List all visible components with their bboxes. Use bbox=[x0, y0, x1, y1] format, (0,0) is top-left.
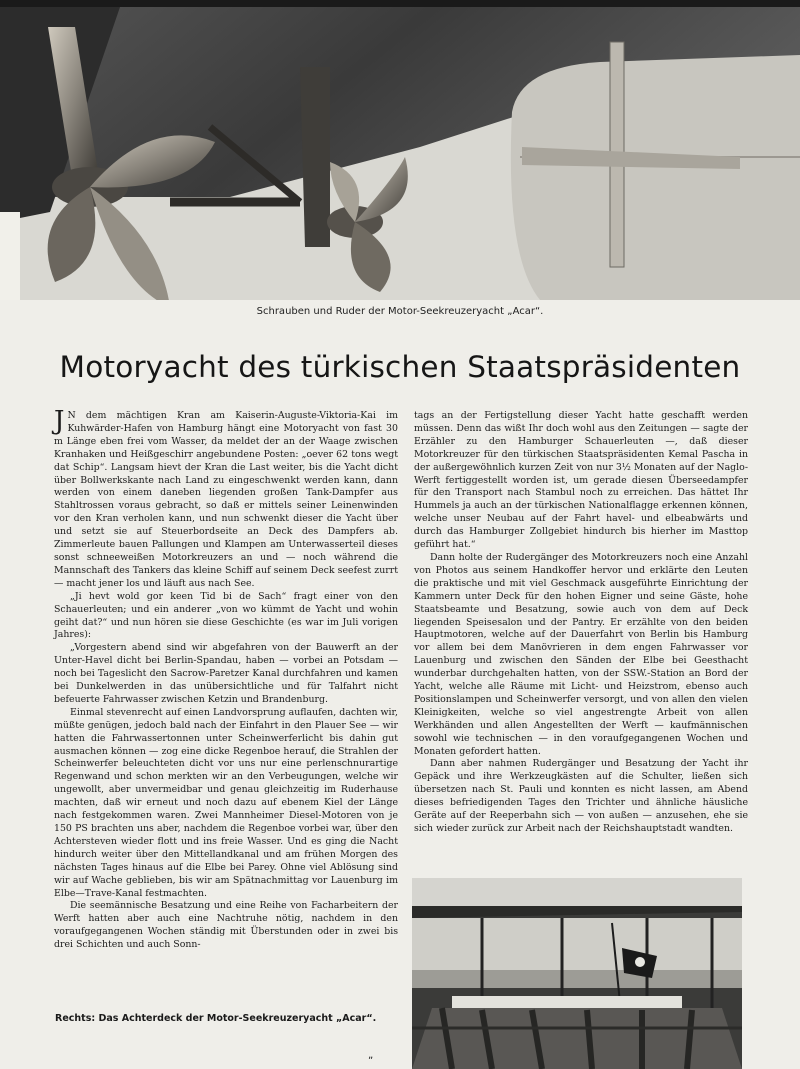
paragraph-text: N dem mächtigen Kran am Kaiserin-Auguste-Viktoria-Kai im Kuhwärder-Hafen von Hamburg hängt eine Motoryacht von fast 30 m Länge eben frei vom Wasser, da meldet der an der Waage zwischen Kranhaken und Heißgeschirr angebundene Posten: „oever 62 tons wegt dat Schip“. Langsam hievt der Kran die Last weiter, bis die Yacht dicht über Bollwerkskante nach Land zu eingeschwenkt werden kann, dann werden von einem daneben liegenden großen Tank-Dampfer aus Stahltrossen voraus gebracht, so daß er mittels seiner Leinenwinden vor den Kran verholen kann, und nun schwenkt dieser die Yacht über und setzt sie auf Steuerbordseite an Deck des Dampfers ab. Zimmerleute bauen Pallungen und Klampen am Unterwasserteil dieses sonst schneeweißen Motorkreuzers an und — noch während die Mannschaft des Tankers das kleine Schiff auf seinem Deck seefest zurrt — macht jener los und läuft aus nach See. bbox=[54, 410, 398, 589]
drop-cap: J bbox=[54, 406, 65, 436]
article-left-column bbox=[54, 406, 398, 952]
after-deck-photo bbox=[412, 878, 742, 1069]
paragraph: Einmal stevenrecht auf einen Landvorsprung auflaufen, dachten wir, müßte genügen, jedoch bald nach der Einfahrt in den Plauer See — wir hatten die Fahrwassertonnen unter Scheinwerferlicht bis dahin gut ausmachen können — zog eine dicke Regenboe herauf, die Strahlen der Scheinwerfer beleuchteten dicht vor uns nur eine perlenschnurartige Regenwand und schon merkten wir an den Verbeugungen, welche wir ungewollt, aber unvermeidbar und genau gleichzeitig im Ruderhause machten, daß wir erneut und noch dazu auf ebenem Kiel der Länge nach festgekommen waren. Zwei Mannheimer Diesel-Motoren von je 150 PS brachten uns aber, nachdem die Regenboe vorbei war, über den Achtersteven wieder flott und ins freie Wasser. Und es ging die Nacht hindurch weiter über den Mittellandkanal und am frühen Morgen des nächsten Tages hinaus auf die Elbe bei Parey. Ohne viel Ablösung sind wir auf Wache geblieben, bis wir am Spätnachmittag vor Lauenburg im Elbe—Trave-Kanal festmachten. bbox=[54, 706, 398, 899]
propellers-rudder-photo bbox=[0, 7, 800, 300]
article-right-column bbox=[414, 410, 748, 836]
footer-mark: „ bbox=[368, 1050, 374, 1061]
top-border bbox=[0, 0, 800, 7]
propeller-photo-caption: Schrauben und Ruder der Motor-Seekreuzeryacht „Acar“. bbox=[256, 306, 544, 317]
paragraph: Dann aber nahmen Rudergänger und Besatzung der Yacht ihr Gepäck und ihre Werkzeugkästen auf die Schulter, ließen sich übersetzen nach St. Pauli und konnten es nicht lassen, am Abend dieses befriedigenden Tages den Trichter und ähnliche häusliche Geräte auf der Reeperbahn sich — von außen — anzusehen, ehe sie sich wieder zurück zur Arbeit nach der Reichshauptstadt wandten. bbox=[414, 758, 748, 834]
paragraph: „Vorgestern abend sind wir abgefahren von der Bauwerft an der Unter-Havel dicht bei Berlin-Spandau, haben — vorbei an Potsdam — noch bei Tageslicht den Sacrow-Paretzer Kanal durchfahren und kamen bei Dunkelwerden in das unübersichtliche und für Talfahrt nicht befeuerte Fahrwasser zwischen Ketzin und Brandenburg. bbox=[54, 642, 398, 705]
paragraph: „Ji hevt wold gor keen Tid bi de Sach“ fragt einer von den Schauerleuten; und ein anderer „von wo kümmt de Yacht und wohin geiht dat?“ und nun hören sie diese Geschichte (es war im Juli vorigen Jahres): bbox=[54, 590, 398, 641]
article-headline: Motoryacht des türkischen Staatspräsidenten bbox=[59, 350, 741, 384]
caption-text: Das Achterdeck der Motor-Seekreuzeryacht „Acar“. bbox=[98, 1013, 377, 1024]
deck-photo-caption bbox=[55, 1013, 400, 1024]
paragraph: Die seemännische Besatzung und eine Reihe von Facharbeitern der Werft hatten aber auch eine Nachtruhe nötig, nachdem in den voraufgegangenen Wochen ständig mit Überstunden oder in zwei bis drei Schichten und auch Sonn- bbox=[54, 900, 398, 951]
caption-lead: Rechts: bbox=[55, 1013, 96, 1024]
paragraph bbox=[54, 406, 398, 591]
paragraph: Dann holte der Rudergänger des Motorkreuzers noch eine Anzahl von Photos aus seinem Handkoffer hervor und erklärte den Leuten die praktische und mit viel Geschmack ausgeführte Einrichtung der Kammern unter Deck für den hohen Eigner und seine Gäste, hohe Staatsbeamte und Besatzung, sowie auch von dem auf Deck liegenden Speisesalon und der Pantry. Er erzählte von den beiden Hauptmotoren, welche auf der Dauerfahrt von Berlin bis Hamburg vor allem bei dem Manövrieren in dem engen Fahrwasser vor Lauenburg und zwischen den Sänden der Elbe bei Geesthacht wunderbar durchgehalten hatten, von der SSW.-Station an Bord der Yacht, welche alle Räume mit Licht- und Heizstrom, ebenso auch Positionslampen und Scheinwerfer versorgt, und von allen den vielen Kleinigkeiten, welche so viel angestrengte Arbeit von allen Werkhänden und allen Angestellten der Werft — kaufmännischen sowohl wie technischen — in den voraufgegangenen Wochen und Monaten gefordert hatten. bbox=[414, 551, 748, 757]
paragraph: tags an der Fertigstellung dieser Yacht hatte geschafft werden müssen. Denn das wißt Ihr doch wohl aus den Zeitungen — sagte der Erzähler zu den Hamburger Schauerleuten —, daß dieser Motorkreuzer für den türkischen Staatspräsidenten Kemal Pascha in der außergewöhnlich kurzen Zeit von nur 3½ Monaten auf der Naglo-Werft fertiggestellt worden ist, um gerade diesen Überseedampfer für den Transport nach Stambul noch zu erreichen. Das hättet Ihr Hummels ja auch an der türkischen Nationalflagge erkennen können, welche unser Neubau auf der Fahrt havel- und elbeabwärts und durch das Hamburger Zollgebiet hindurch bis hierher im Masttop geführt hat.“ bbox=[414, 410, 748, 551]
